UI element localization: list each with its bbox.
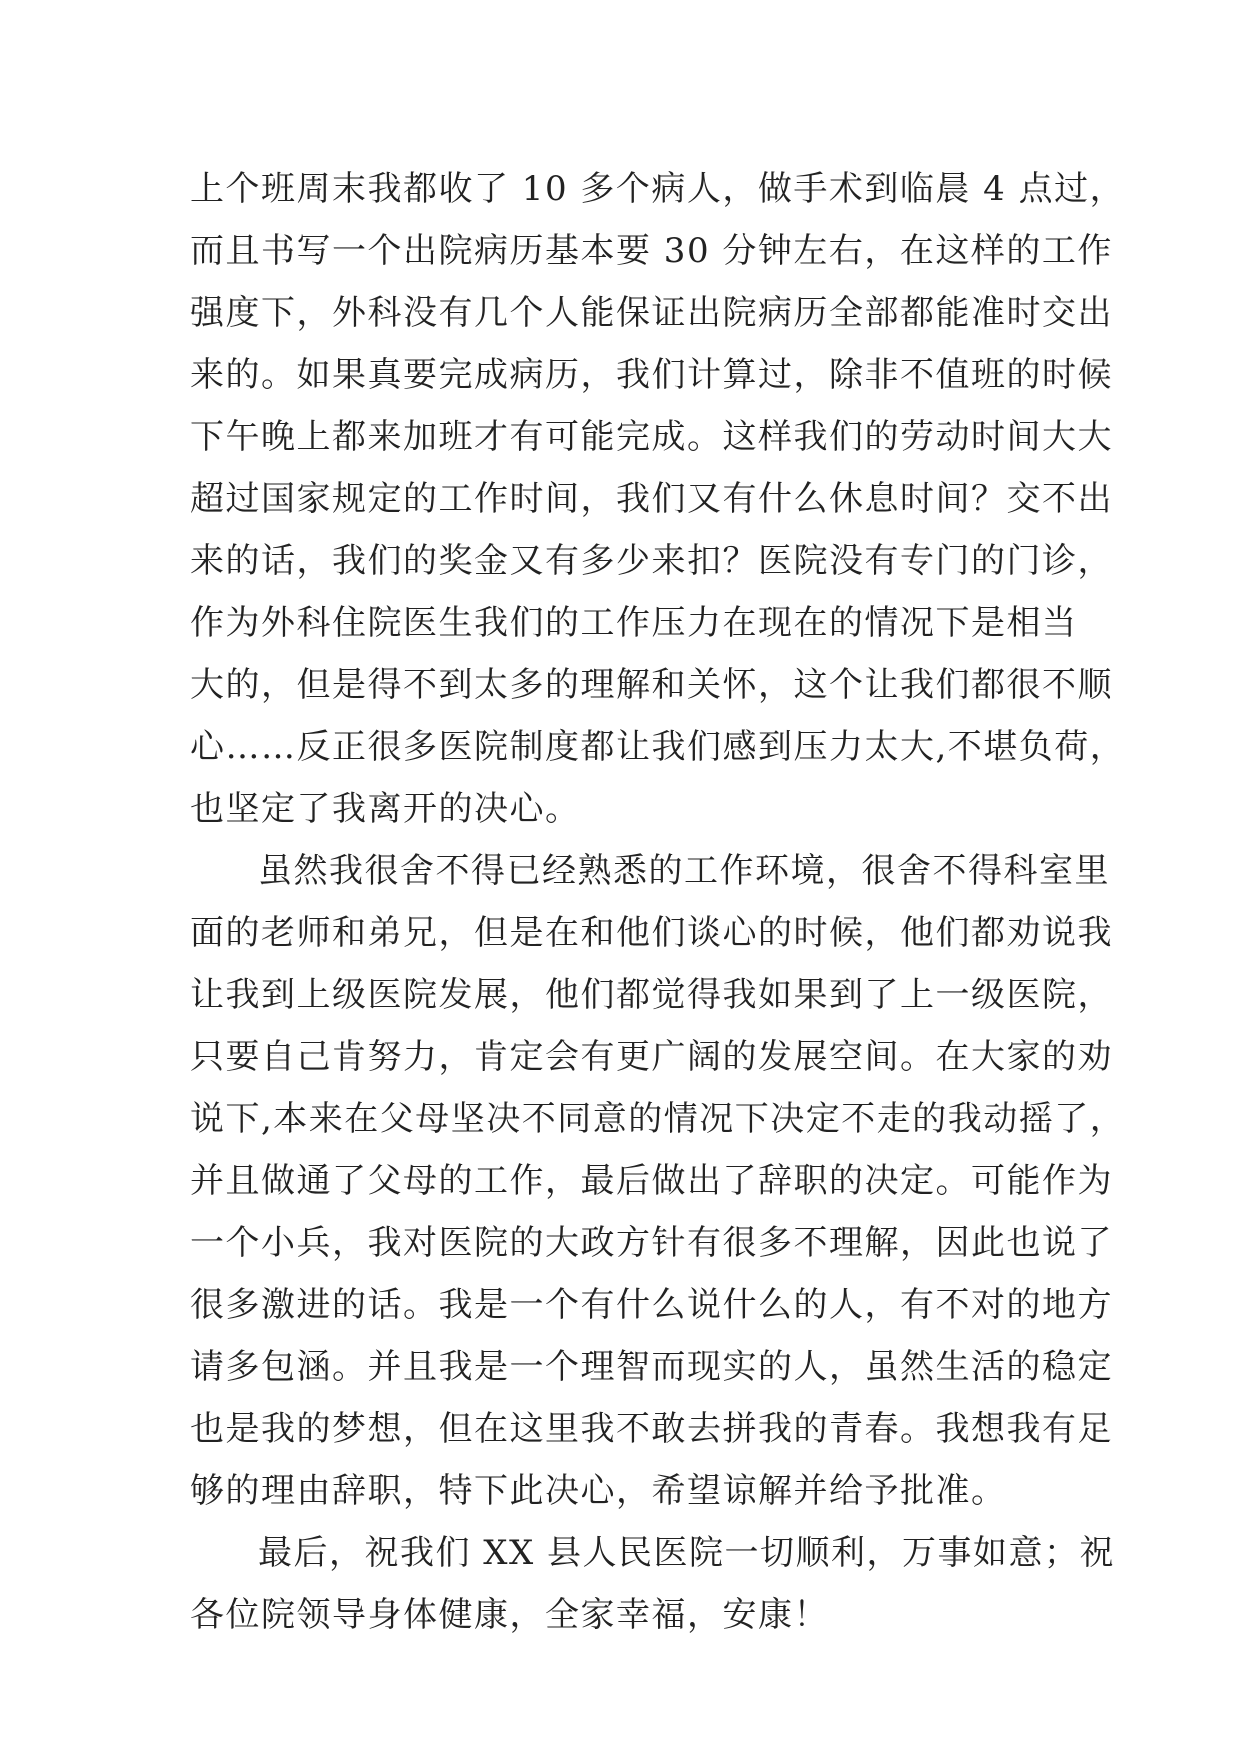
text-line: 下午晚上都来加班才有可能完成。这样我们的劳动时间大大 xyxy=(190,417,1113,457)
text-line: 只要自己肯努力，肯定会有更广阔的发展空间。在大家的劝 xyxy=(190,1037,1113,1077)
text-line: 作为外科住院医生我们的工作压力在现在的情况下是相当 xyxy=(190,603,1078,643)
text-line: 也坚定了我离开的决心。 xyxy=(190,789,581,829)
text-line: 上个班周末我都收了 10 多个病人，做手术到临晨 4 点过， xyxy=(190,169,1126,209)
text-line: 并且做通了父母的工作，最后做出了辞职的决定。可能作为 xyxy=(190,1161,1113,1201)
text-line: 一个小兵，我对医院的大政方针有很多不理解，因此也说了 xyxy=(190,1223,1113,1263)
paragraph-workload xyxy=(190,158,1126,840)
text-line: 说下,本来在父母坚决不同意的情况下决定不走的我动摇了， xyxy=(190,1099,1126,1139)
text-line: 超过国家规定的工作时间，我们又有什么休息时间？交不出 xyxy=(190,479,1113,519)
text-line: 而且书写一个出院病历基本要 30 分钟左右，在这样的工作 xyxy=(190,231,1113,271)
text-line: 强度下，外科没有几个人能保证出院病历全部都能准时交出 xyxy=(190,293,1113,333)
paragraph-closing xyxy=(190,1522,1116,1646)
text-line: 让我到上级医院发展，他们都觉得我如果到了上一级医院， xyxy=(190,975,1113,1015)
text-line: 请多包涵。并且我是一个理智而现实的人，虽然生活的稳定 xyxy=(190,1347,1113,1387)
text-line: 最后，祝我们 XX 县人民医院一切顺利，万事如意；祝 xyxy=(258,1533,1116,1573)
text-line: 来的话，我们的奖金又有多少来扣？医院没有专门的门诊， xyxy=(190,541,1113,581)
text-line: 各位院领导身体健康，全家幸福，安康！ xyxy=(190,1595,829,1635)
letter-body xyxy=(190,158,1126,1646)
text-line: 也是我的梦想，但在这里我不敢去拼我的青春。我想我有足 xyxy=(190,1409,1113,1449)
text-line: 虽然我很舍不得已经熟悉的工作环境，很舍不得科室里 xyxy=(258,851,1110,891)
text-line: 来的。如果真要完成病历，我们计算过，除非不值班的时候 xyxy=(190,355,1113,395)
text-line: 面的老师和弟兄，但是在和他们谈心的时候，他们都劝说我 xyxy=(190,913,1113,953)
text-line: 心……反正很多医院制度都让我们感到压力太大,不堪负荷， xyxy=(190,727,1126,767)
paragraph-decision xyxy=(190,840,1126,1522)
text-line: 大的，但是得不到太多的理解和关怀，这个让我们都很不顺 xyxy=(190,665,1113,705)
text-line: 很多激进的话。我是一个有什么说什么的人，有不对的地方 xyxy=(190,1285,1113,1325)
text-line: 够的理由辞职，特下此决心，希望谅解并给予批准。 xyxy=(190,1471,1007,1511)
